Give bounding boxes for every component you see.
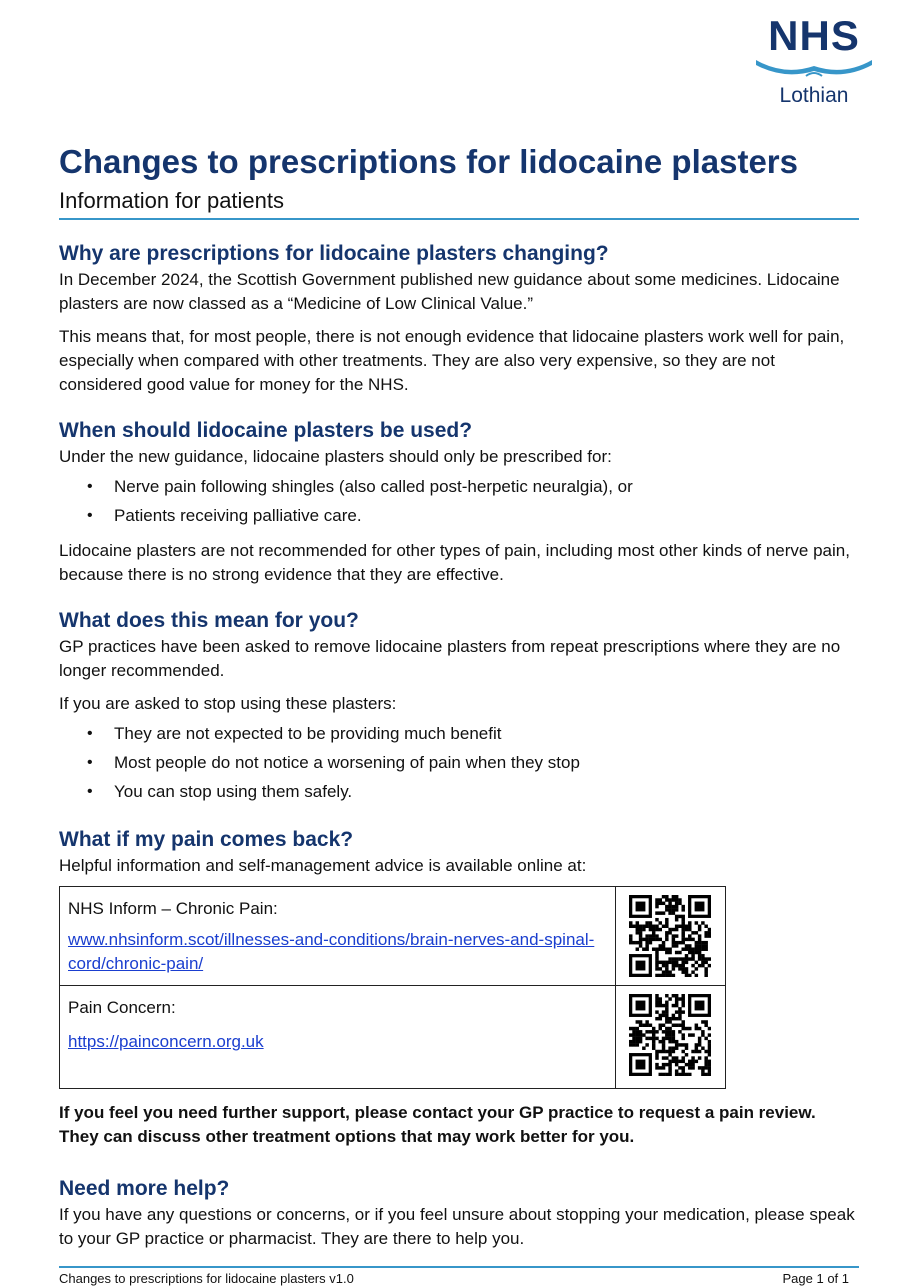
qr-cell [615, 986, 725, 1089]
logo-nhs-text: NHS [768, 12, 860, 59]
table-row [60, 887, 726, 986]
when-list [59, 472, 859, 530]
list-item: • Nerve pain following shingles (also called post-herpetic neuralgia), or [114, 472, 859, 501]
help-paragraph: If you have any questions or concerns, or if you feel unsure about stopping your medication, please speak to your GP practice or pharmacist. They are there to help you. [59, 1205, 855, 1248]
nhs-lothian-logo [752, 14, 876, 108]
when-paragraph-2: Lidocaine plasters are not recommended for other types of pain, including most other kinds of nerve pain, because there is no strong evidence that they are effective. [59, 541, 850, 584]
pain-back-intro: Helpful information and self-management advice is available online at: [59, 856, 587, 875]
resources-table [59, 886, 726, 1089]
qr-cell [615, 887, 725, 986]
logo-region-text: Lothian [779, 84, 849, 107]
resource-name: NHS Inform – Chronic Pain: [68, 899, 278, 918]
support-note: If you feel you need further support, please contact your GP practice to request a pain review. They can discuss other treatment options that may work better for you. [59, 1103, 816, 1146]
why-paragraph-1: In December 2024, the Scottish Government published new guidance about some medicines. Lidocaine plasters are now classed as a “Medicine of Low Clinical Value.” [59, 270, 840, 313]
page-subtitle: Information for patients [59, 188, 285, 213]
list-item: • Patients receiving palliative care. [114, 501, 859, 530]
document-body [59, 140, 859, 1251]
why-heading: Why are prescriptions for lidocaine plasters changing? [59, 242, 609, 265]
page-title: Changes to prescriptions for lidocaine plasters [59, 143, 799, 180]
footer [59, 1271, 859, 1287]
pain-concern-link[interactable]: https://painconcern.org.uk [68, 1032, 264, 1051]
footer-title: Changes to prescriptions for lidocaine plasters v1.0 [59, 1271, 354, 1286]
resource-name: Pain Concern: [68, 998, 176, 1017]
list-item: • You can stop using them safely. [114, 777, 859, 806]
when-intro: Under the new guidance, lidocaine plasters should only be prescribed for: [59, 447, 612, 466]
list-item: • Most people do not notice a worsening of pain when they stop [114, 748, 859, 777]
resource-cell [60, 887, 616, 986]
resource-cell [60, 986, 616, 1089]
meaning-heading: What does this mean for you? [59, 609, 359, 632]
page-number: Page 1 of 1 [782, 1271, 849, 1286]
qr-code-icon[interactable] [629, 994, 711, 1076]
pain-back-heading: What if my pain comes back? [59, 828, 354, 851]
help-heading: Need more help? [59, 1177, 230, 1200]
meaning-paragraph-1: GP practices have been asked to remove lidocaine plasters from repeat prescriptions where they are no longer recommended. [59, 637, 841, 680]
why-paragraph-2: This means that, for most people, there is not enough evidence that lidocaine plasters work well for pain, especially when compared with other treatments. They are also very expensive, so they are not considered good value for money for the NHS. [59, 327, 845, 394]
footer-divider [59, 1266, 859, 1268]
meaning-paragraph-2: If you are asked to stop using these plasters: [59, 694, 397, 713]
table-row [60, 986, 726, 1089]
when-heading: When should lidocaine plasters be used? [59, 419, 473, 442]
meaning-list [59, 719, 859, 806]
list-item: • They are not expected to be providing much benefit [114, 719, 859, 748]
logo-wave-icon [754, 58, 874, 82]
qr-code-icon[interactable] [629, 895, 711, 977]
nhs-inform-link[interactable]: www.nhsinform.scot/illnesses-and-conditions/brain-nerves-and-spinal-cord/chronic-pain/ [68, 930, 595, 973]
